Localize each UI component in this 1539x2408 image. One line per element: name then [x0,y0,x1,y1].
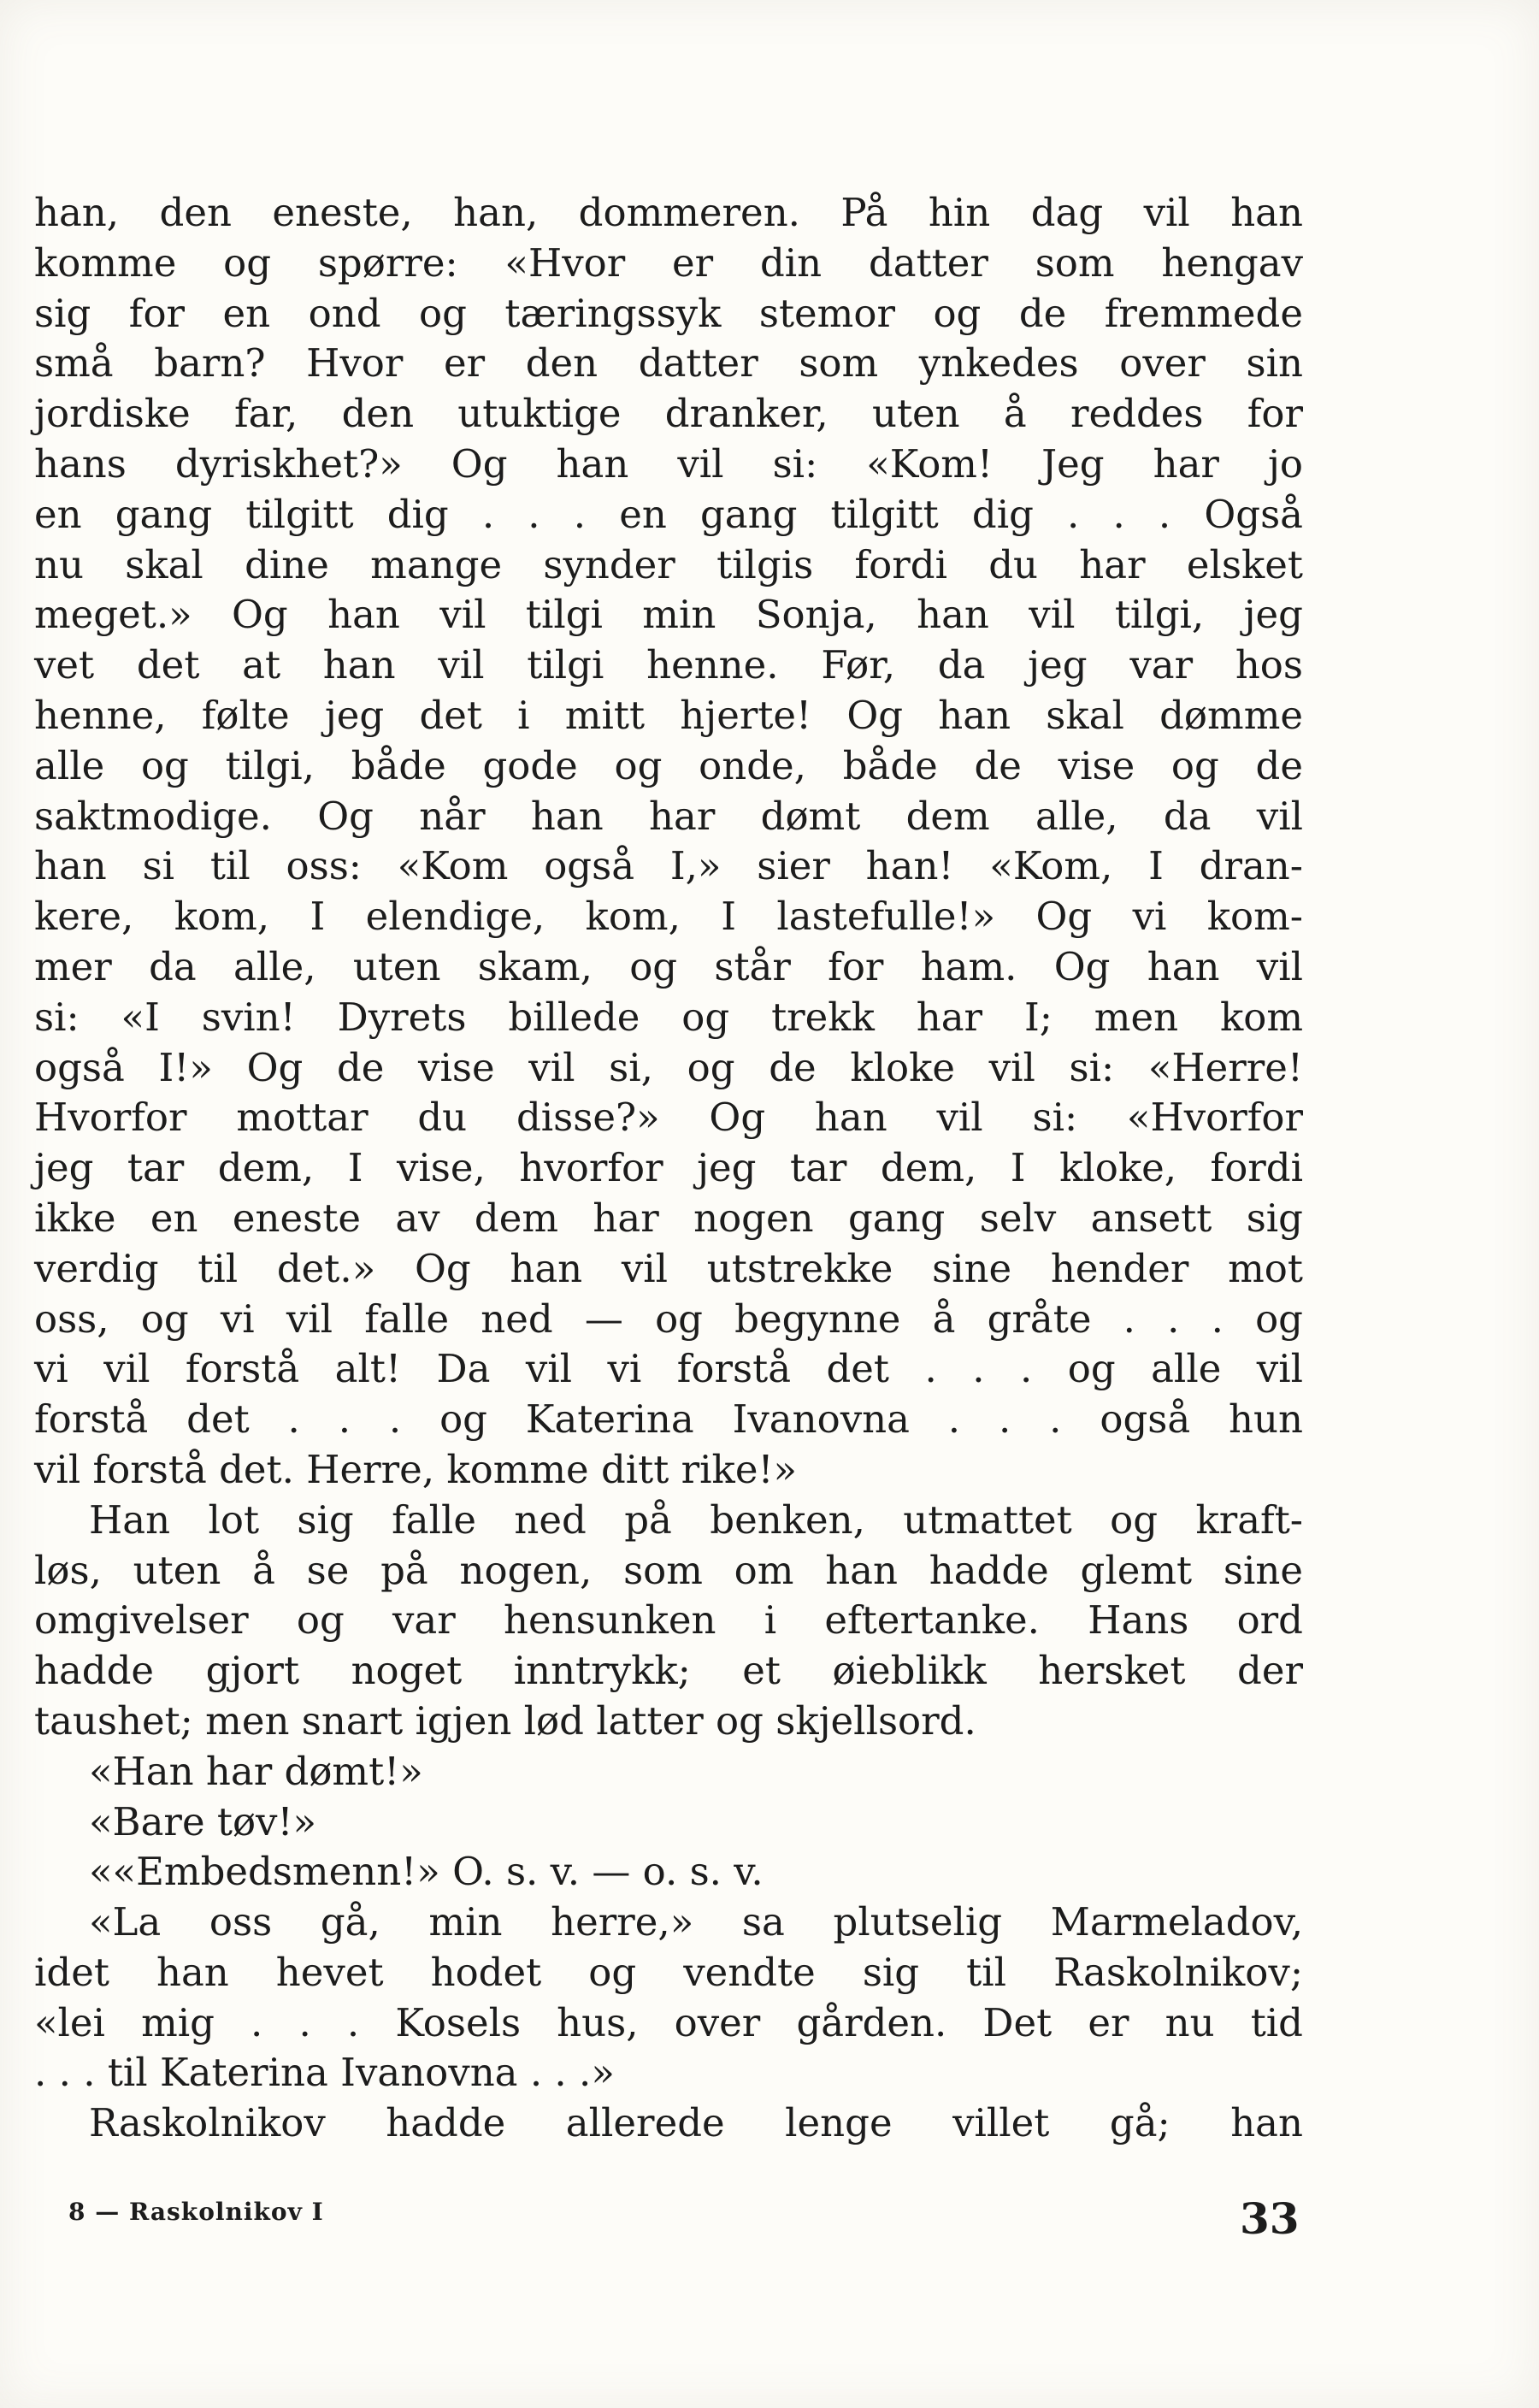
text-line: taushet; men snart igjen lød latter og skjellsord. [34,1697,976,1744]
text-line: «Han har dømt!» [89,1748,423,1794]
text-line: omgivelser og var hensunken i eftertanke. Hans ord [34,1597,1303,1644]
text-line: han si til oss: «Kom også I,» sier han! «Kom, I dran- [34,843,1303,889]
text-line: «Bare tøv!» [89,1798,317,1844]
text-line: en gang tilgitt dig . . . en gang tilgitt dig . . . Også [34,491,1303,537]
text-line: han, den eneste, han, dommeren. På hin dag vil han [34,190,1303,235]
text-line: alle og tilgi, både gode og onde, både de vise og de [34,742,1303,788]
text-line: jordiske far, den utuktige dranker, uten å reddes for [34,391,1303,437]
text-line: vet det at han vil tilgi henne. Før, da jeg var hos [34,642,1303,688]
footer-signature: 8 — Raskolnikov I [68,2198,324,2226]
text-line: løs, uten å se på nogen, som om han hadde glemt sine [34,1547,1303,1593]
text-line: jeg tar dem, I vise, hvorfor jeg tar dem, I kloke, fordi [34,1145,1303,1191]
text-line: hadde gjort noget inntrykk; et øieblikk hersket der [34,1648,1303,1694]
text-line: nu skal dine mange synder tilgis fordi du har elsket [34,541,1303,587]
text-line: komme og spørre: «Hvor er din datter som hengav [34,239,1303,286]
text-line: Raskolnikov hadde allerede lenge villet gå; han [89,2100,1303,2146]
text-line: meget.» Og han vil tilgi min Sonja, han vil tilgi, jeg [34,592,1303,638]
text-line: vi vil forstå alt! Da vil vi forstå det . . . og alle vil [34,1346,1303,1392]
text-line: . . . til Katerina Ivanovna . . .» [34,2050,615,2096]
text-line: sig for en ond og tæringssyk stemor og de fremmede [34,290,1303,336]
text-line: verdig til det.» Og han vil utstrekke sine hender mot [34,1245,1303,1291]
text-line: henne, følte jeg det i mitt hjerte! Og han skal dømme [34,692,1303,738]
text-line: ikke en eneste av dem har nogen gang selv ansett sig [34,1195,1303,1241]
text-line: saktmodige. Og når han har dømt dem alle, da vil [34,793,1303,839]
text-line: også I!» Og de vise vil si, og de kloke vil si: «Herre! [34,1044,1303,1090]
text-line: si: «I svin! Dyrets billede og trekk har I; men kom [34,994,1303,1040]
text-line: Han lot sig falle ned på benken, utmattet og kraft- [89,1496,1303,1543]
text-line: idet han hevet hodet og vendte sig til Raskolnikov; [34,1949,1303,1995]
text-line: mer da alle, uten skam, og står for ham. Og han vil [34,943,1303,989]
page-number: 33 [1240,2193,1300,2244]
text-line: Hvorfor mottar du disse?» Og han vil si: «Hvorfor [34,1095,1303,1141]
text-line: kere, kom, I elendige, kom, I lastefulle!» Og vi kom- [34,894,1303,940]
text-line: hans dyriskhet?» Og han vil si: «Kom! Jeg har jo [34,440,1303,487]
text-line: små barn? Hvor er den datter som ynkedes over sin [34,340,1303,387]
text-line: «lei mig . . . Kosels hus, over gården. Det er nu tid [34,1999,1303,2045]
text-line: ««Embedsmenn!» O. s. v. — o. s. v. [89,1849,764,1895]
text-line: vil forstå det. Herre, komme ditt rike!» [34,1446,798,1492]
text-line: forstå det . . . og Katerina Ivanovna . . . også hun [34,1396,1303,1443]
body-text [34,188,1303,2149]
text-line: oss, og vi vil falle ned — og begynne å gråte . . . og [34,1295,1303,1342]
text-line: «La oss gå, min herre,» sa plutselig Marmeladov, [89,1899,1303,1945]
